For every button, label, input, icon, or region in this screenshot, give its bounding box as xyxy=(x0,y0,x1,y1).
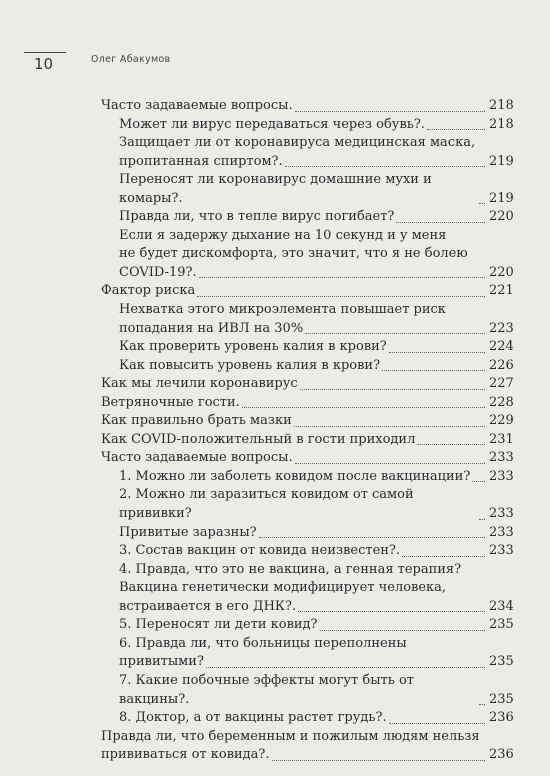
toc-entry-title: привитыми? xyxy=(119,654,204,670)
table-of-contents xyxy=(101,97,513,765)
toc-entry-title: Как COVID-положительный в гости приходил xyxy=(101,431,416,447)
toc-entry-title: прививаться от ковида?. xyxy=(101,747,270,763)
toc-entry xyxy=(101,227,513,283)
toc-entry-title: Переносят ли коронавирус домашние мухи и комары?. xyxy=(119,172,432,206)
toc-entry-title: 2. Можно ли заразиться ковидом от самой прививки? xyxy=(119,487,414,522)
toc-entry-page: 236 xyxy=(489,747,514,763)
toc-leader-dots xyxy=(272,760,485,761)
toc-leader-dots xyxy=(300,389,485,390)
toc-entry-page: 231 xyxy=(489,431,514,447)
toc-entry-page: 218 xyxy=(489,98,514,113)
toc-leader-dots xyxy=(305,333,485,334)
toc-entry xyxy=(101,561,513,580)
toc-entry-title: Может ли вирус передаваться через обувь?. xyxy=(119,116,425,132)
toc-leader-dots xyxy=(389,723,485,724)
toc-leader-dots xyxy=(479,704,485,705)
toc-entry-title: Правда ли, что в тепле вирус погибает? xyxy=(119,209,395,225)
toc-entry xyxy=(101,412,513,431)
toc-leader-dots xyxy=(479,203,485,204)
toc-leader-dots xyxy=(259,537,485,538)
toc-leader-dots xyxy=(479,519,485,520)
toc-entry xyxy=(101,449,513,468)
running-head-author: Олег Абакумов xyxy=(91,54,171,65)
toc-leader-dots xyxy=(295,111,485,112)
toc-leader-dots xyxy=(285,166,485,167)
toc-entry-page: 233 xyxy=(489,543,514,559)
toc-entry xyxy=(101,301,513,338)
toc-leader-dots xyxy=(197,296,485,297)
toc-entry-page: 226 xyxy=(489,357,514,373)
toc-entry-title-line: не будет дискомфорта, это значит, что я не болею xyxy=(119,246,468,262)
toc-leader-dots xyxy=(206,667,485,668)
toc-leader-dots xyxy=(295,463,485,464)
toc-entry-page: 233 xyxy=(489,506,514,522)
toc-entry-page: 235 xyxy=(489,617,514,633)
toc-leader-dots xyxy=(382,370,485,371)
toc-leader-dots xyxy=(402,556,485,557)
toc-entry-title: Привитые заразны? xyxy=(119,524,257,540)
toc-leader-dots xyxy=(389,352,485,353)
toc-entry-page: 224 xyxy=(489,339,514,355)
toc-entry-title: 5. Переносят ли дети ковид? xyxy=(119,617,318,633)
toc-entry-page: 218 xyxy=(489,116,514,132)
toc-entry-title: COVID-19?. xyxy=(119,264,197,280)
toc-entry-page: 228 xyxy=(489,394,514,410)
toc-entry-page: 235 xyxy=(489,654,514,670)
toc-entry-page: 221 xyxy=(489,283,514,299)
toc-entry xyxy=(101,579,513,616)
toc-entry-title: 1. Можно ли заболеть ковидом после вакцинации? xyxy=(119,468,471,484)
toc-entry-page: 220 xyxy=(489,264,514,280)
toc-entry xyxy=(101,728,513,765)
toc-entry-title: 8. Доктор, а от вакцины растет грудь?. xyxy=(119,710,387,726)
toc-entry-page: 233 xyxy=(489,524,514,540)
toc-entry xyxy=(101,635,513,672)
toc-entry-title: 4. Правда, что это не вакцина, а генная терапия? xyxy=(119,561,462,577)
toc-entry-title: Фактор риска xyxy=(101,283,196,299)
toc-entry-page: 235 xyxy=(489,691,514,707)
toc-entry-page: 229 xyxy=(489,413,514,429)
toc-entry-title: 3. Состав вакцин от ковида неизвестен?. xyxy=(119,543,401,559)
toc-leader-dots xyxy=(298,611,485,612)
toc-entry xyxy=(101,468,513,487)
toc-entry-page: 227 xyxy=(489,376,514,392)
toc-entry xyxy=(101,171,513,208)
toc-entry xyxy=(101,394,513,413)
toc-entry-title-line: Нехватка этого микроэлемента повышает риск xyxy=(119,302,446,318)
toc-entry xyxy=(101,542,513,561)
toc-entry-title: пропитанная спиртом?. xyxy=(119,153,283,169)
toc-entry-page: 220 xyxy=(489,209,514,225)
toc-entry-page: 219 xyxy=(489,153,514,169)
toc-entry-page: 223 xyxy=(489,320,514,336)
toc-entry-title: Ветряночные гости. xyxy=(101,394,240,410)
toc-entry-title: встраивается в его ДНК?. xyxy=(119,598,297,614)
toc-entry-title-line: Защищает ли от коронавируса медицинская маска, xyxy=(119,135,476,151)
toc-entry xyxy=(101,97,513,116)
toc-entry-title: Часто задаваемые вопросы. xyxy=(101,450,293,466)
toc-entry xyxy=(101,431,513,450)
toc-entry xyxy=(101,524,513,543)
header-rule xyxy=(24,52,66,53)
toc-entry xyxy=(101,338,513,357)
toc-entry xyxy=(101,375,513,394)
toc-leader-dots xyxy=(472,481,485,482)
toc-entry xyxy=(101,672,513,709)
toc-entry-page: 233 xyxy=(489,468,514,484)
toc-entry-title-line: Вакцина генетически модифицирует человека, xyxy=(119,580,447,596)
toc-entry-title: Как мы лечили коронавирус xyxy=(101,376,298,392)
toc-leader-dots xyxy=(199,277,485,278)
toc-entry-title: Как правильно брать мазки xyxy=(101,413,292,429)
toc-leader-dots xyxy=(396,222,485,223)
toc-entry xyxy=(101,116,513,135)
toc-entry xyxy=(101,616,513,635)
toc-entry-title: Как повысить уровень калия в крови? xyxy=(119,357,381,373)
toc-entry-page: 234 xyxy=(489,598,514,614)
toc-entry-title-line: 6. Правда ли, что больницы переполнены xyxy=(119,635,407,651)
toc-entry xyxy=(101,709,513,728)
page-number: 10 xyxy=(34,55,54,73)
toc-entry xyxy=(101,208,513,227)
toc-entry-page: 233 xyxy=(489,450,514,466)
toc-entry-page: 236 xyxy=(489,710,514,726)
toc-entry-title: Как проверить уровень калия в крови? xyxy=(119,339,387,355)
toc-entry xyxy=(101,282,513,301)
toc-entry-title: Часто задаваемые вопросы. xyxy=(101,98,293,113)
toc-entry-title: попадания на ИВЛ на 30% xyxy=(119,320,304,336)
toc-entry-title-line: Если я задержу дыхание на 10 секунд и у меня xyxy=(119,227,447,243)
toc-leader-dots xyxy=(417,444,485,445)
toc-entry xyxy=(101,486,513,523)
toc-leader-dots xyxy=(320,630,485,631)
toc-entry-page: 219 xyxy=(489,190,514,206)
toc-leader-dots xyxy=(427,129,485,130)
toc-leader-dots xyxy=(242,407,485,408)
toc-entry-title-line: Правда ли, что беременным и пожилым людям нельзя xyxy=(101,728,480,744)
toc-entry-title: 7. Какие побочные эффекты могут быть от вакцины?. xyxy=(119,672,414,707)
toc-leader-dots xyxy=(294,426,485,427)
toc-entry xyxy=(101,134,513,171)
toc-entry xyxy=(101,357,513,376)
